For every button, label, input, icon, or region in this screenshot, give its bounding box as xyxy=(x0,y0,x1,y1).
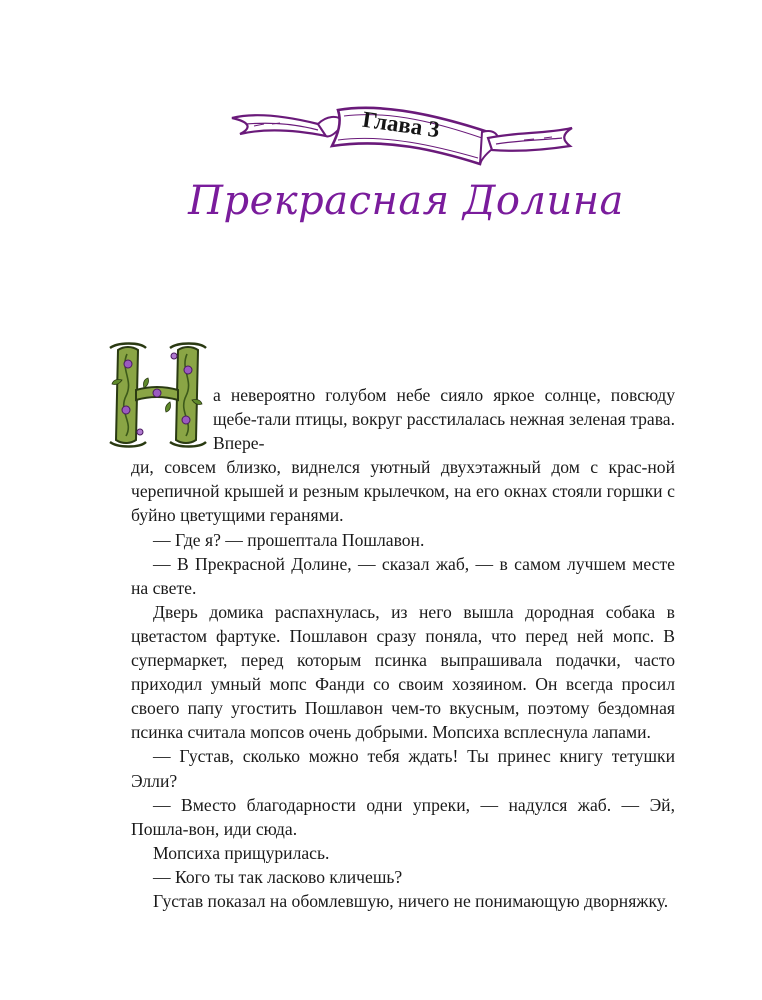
paragraph-1-rest: ди, совсем близко, виднелся уютный двухэтажный дом с крас-ной черепичной крышей и резным крылечком, на его окнах стояли горшки с буйно цветущими геранями. xyxy=(131,457,675,526)
chapter-label: Глава 3 xyxy=(360,106,442,143)
paragraph-6: — Вместо благодарности одни упреки, — надулся жаб. — Эй, Пошла-вон, иди сюда. xyxy=(131,794,675,839)
paragraph-3: — В Прекрасной Долине, — сказал жаб, — в самом лучшем месте на свете. xyxy=(131,553,675,598)
paragraph-9: Густав показал на обомлевшую, ничего не понимающую дворняжку. xyxy=(153,890,669,911)
paragraph-1 xyxy=(131,383,675,528)
paragraph-5: — Густав, сколько можно тебя ждать! Ты принес книгу тетушки Элли? xyxy=(131,746,675,791)
paragraph-8: — Кого ты так ласково кличешь? xyxy=(153,866,403,887)
chapter-banner xyxy=(226,88,578,172)
chapter-title: Прекрасная Долина xyxy=(188,178,624,224)
paragraph-2: — Где я? — прошептала Пошлавон. xyxy=(153,529,425,550)
body-text xyxy=(131,383,675,913)
paragraph-4: Дверь домика распахнулась, из него вышла дородная собака в цветастом фартуке. Пошлавон сразу поняла, что перед ней мопс. В супермаркет, перед которым псинка выпрашивала подачки, часто приходил умный мопс Фанди со своим хозяином. Он всегда просил своего папу угостить Пошлавон чем-то вкусным, поэтому бездомная псинка считала мопсов очень добрыми. Мопсиха всплеснула лапами. xyxy=(131,601,675,743)
paragraph-7: Мопсиха прищурилась. xyxy=(153,842,330,863)
paragraph-1-lead: а невероятно голубом небе сияло яркое солнце, повсюду щебе-тали птицы, вокруг расстилалась нежная зеленая трава. Впере- xyxy=(213,385,675,454)
